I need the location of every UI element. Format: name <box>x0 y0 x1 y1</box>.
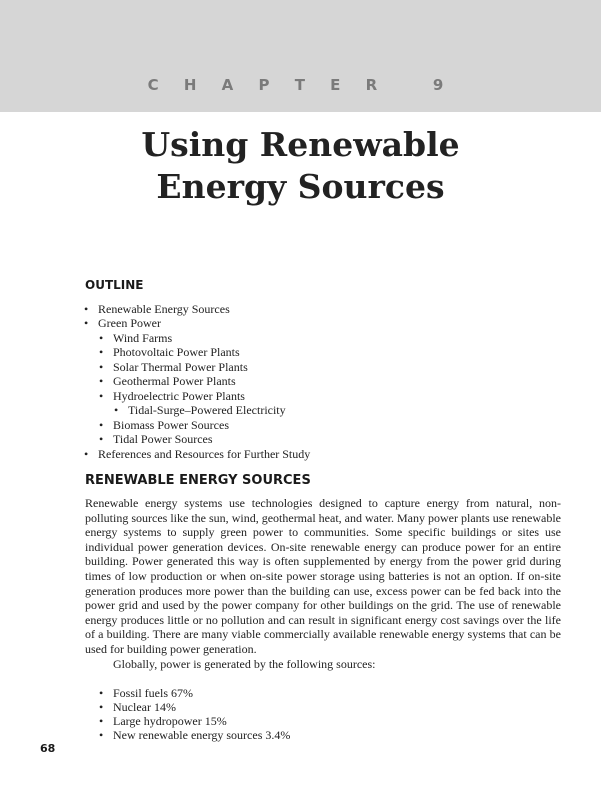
outline-item: • Tidal Power Sources <box>113 432 213 446</box>
outline-item: • Wind Farms <box>113 331 172 345</box>
outline-heading: OUTLINE <box>85 278 144 292</box>
source-item: • New renewable energy sources 3.4% <box>113 728 290 742</box>
chapter-title-line-2: Energy Sources <box>156 167 445 206</box>
outline-item: • Hydroelectric Power Plants <box>113 389 245 403</box>
chapter-title-line-1: Using Renewable <box>141 125 460 164</box>
source-item: • Large hydropower 15% <box>113 714 227 728</box>
body-paragraph-intro: Globally, power is generated by the following sources: <box>113 657 376 671</box>
outline-item: • Geothermal Power Plants <box>113 374 236 388</box>
outline-item: • Solar Thermal Power Plants <box>113 360 248 374</box>
chapter-band <box>0 0 601 112</box>
outline-item: • Biomass Power Sources <box>113 418 229 432</box>
outline-item: • Renewable Energy Sources <box>98 302 230 316</box>
source-item: • Nuclear 14% <box>113 700 176 714</box>
outline-item: • References and Resources for Further Study <box>98 447 310 461</box>
section-heading: RENEWABLE ENERGY SOURCES <box>85 473 311 488</box>
body-paragraph: Renewable energy systems use technologies designed to capture energy from natural, non-polluting sources like the sun, wind, geothermal heat, and water. Many power plants use renewable energy systems to supply green power to communities. Some specific buildings or sites use individual power generation devices. On-site renewable energy can produce power for an entire building. Power generated this way is often supplemented by energy from the power grid during times of low production or when on-site power storage using batteries is not an option. If on-site generation produces more power than the building can use, excess power can be fed back into the power grid and used by the power company for other buildings on the grid. The use of renewable energy produces little or no pollution and can result in significant energy cost savings over the life of a building. There are many viable commercially available renewable energy systems that can be used for building power generation. <box>85 496 561 656</box>
chapter-label: C H A P T E R 9 <box>147 76 454 94</box>
outline-item: • Green Power <box>98 316 161 330</box>
outline-item: • Photovoltaic Power Plants <box>113 345 240 359</box>
chapter-title <box>0 124 601 208</box>
source-item: • Fossil fuels 67% <box>113 686 193 700</box>
page-number: 68 <box>40 742 56 755</box>
outline-item: • Tidal-Surge–Powered Electricity <box>128 403 286 417</box>
